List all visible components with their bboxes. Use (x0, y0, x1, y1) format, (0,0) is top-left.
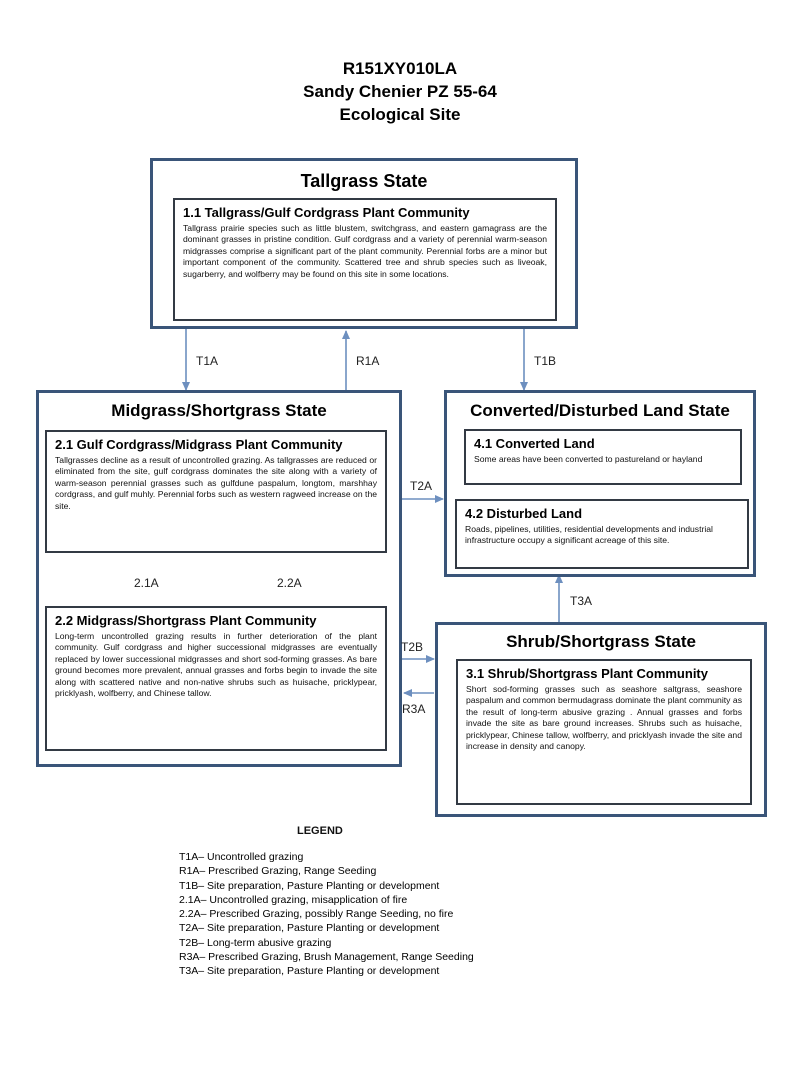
legend-item: T1B– Site preparation, Pasture Planting or development (179, 879, 440, 892)
community-2-1-description: Tallgrasses decline as a result of uncontrolled grazing. As tallgrasses are reduced or eliminated from the site, gulf cordgrass dominates the site along with a variety of warm-season perennial grasses such as gulfdune paspalum, longtom, marshhay cordgrass, and gulf muhly. Perennial forbs such as western ragweed increase on the site. (55, 455, 377, 511)
tallgrass-state (150, 158, 578, 329)
converted-state-title: Converted/Disturbed Land State (470, 401, 730, 420)
community-3-1 (456, 659, 752, 805)
shrub-state (435, 622, 767, 817)
legend-list (179, 850, 474, 979)
legend-item: T3A– Site preparation, Pasture Planting or development (179, 965, 440, 978)
community-4-2-title: 4.2 Disturbed Land (465, 506, 583, 521)
community-3-1-description: Short sod-forming grasses such as seashore saltgrass, seashore paspalum and common bermudagrass dominate the plant community as the result of long-term abusive grazing . Annual grasses and forbs invade the site as bare ground increases. Shrubs such as huisache, pricklypear, Chinese tallow, wolfberry, and pricklyash invade the site and increase in density and canopy. (466, 684, 742, 752)
community-2-2-description: Long-term uncontrolled grazing results in further deterioration of the plant community. Gulf cordgrass and higher successional midgrasses are eventually replaced by lower successional midgrasses and short sod-forming grasses. As bare ground becomes more prevalent, annual grasses and forbs begin to invade the site along with scattered native and non-native shrubs such as huisache, pricklypear, pricklyash, wolfberry, and Chinese tallow. (55, 631, 377, 699)
community-4-2-description: Roads, pipelines, utilities, residential developments and industrial infrastructure occupy a significant acreage of this site. (465, 524, 713, 546)
converted-state (444, 390, 756, 577)
label-t2b: T2B (401, 640, 424, 654)
community-1-1 (173, 198, 557, 321)
legend-item: R1A– Prescribed Grazing, Range Seeding (179, 865, 377, 878)
legend-item: T2A– Site preparation, Pasture Planting or development (179, 922, 440, 935)
midgrass-state-title: Midgrass/Shortgrass State (111, 401, 327, 420)
legend-item: T2B– Long-term abusive grazing (179, 936, 332, 949)
tallgrass-state-title: Tallgrass State (300, 171, 428, 191)
legend-item: R3A– Prescribed Grazing, Brush Management, Range Seeding (179, 951, 474, 964)
legend-item: 2.1A– Uncontrolled grazing, misapplication of fire (179, 893, 408, 906)
community-2-2 (45, 606, 387, 751)
label-r1a: R1A (356, 354, 380, 368)
community-2-1 (45, 430, 387, 553)
community-1-1-description: Tallgrass prairie species such as little blustem, switchgrass, and eastern gamagrass are the dominant grasses in pristine condition. Gulf cordgrass and a variety of perennial warm-season midgrasses comprise a significant part of the plant community. Perennial forbs are a minor but important component of the community. Scattered tree and shrub species such as liveoak, sugarberry, and wolfberry may be found on this site in some locations. (183, 223, 547, 279)
shrub-state-title: Shrub/Shortgrass State (506, 632, 696, 651)
label-t1a: T1A (196, 354, 219, 368)
site-name-title: Sandy Chenier PZ 55-64 (303, 82, 497, 101)
community-4-1-description: Some areas have been converted to pastureland or hayland (474, 454, 703, 464)
legend-item: 2.2A– Prescribed Grazing, possibly Range Seeding, no fire (179, 908, 454, 921)
legend-title: LEGEND (297, 825, 343, 837)
community-1-1-title: 1.1 Tallgrass/Gulf Cordgrass Plant Community (183, 205, 470, 220)
label-t2a: T2A (410, 479, 433, 493)
label-t1b: T1B (534, 354, 557, 368)
midgrass-state (36, 390, 402, 767)
site-id-title: R151XY010LA (342, 59, 458, 78)
label-2-1a: 2.1A (134, 576, 159, 590)
site-type-title: Ecological Site (339, 105, 461, 124)
community-3-1-title: 3.1 Shrub/Shortgrass Plant Community (466, 666, 708, 681)
community-2-1-title: 2.1 Gulf Cordgrass/Midgrass Plant Community (55, 437, 343, 452)
community-4-1 (464, 429, 742, 485)
community-4-2 (455, 499, 749, 569)
community-2-2-title: 2.2 Midgrass/Shortgrass Plant Community (55, 613, 317, 628)
label-2-2a: 2.2A (277, 576, 302, 590)
label-r3a: R3A (402, 702, 426, 716)
label-t3a: T3A (570, 594, 593, 608)
community-4-1-title: 4.1 Converted Land (474, 436, 595, 451)
legend-item: T1A– Uncontrolled grazing (179, 851, 304, 863)
